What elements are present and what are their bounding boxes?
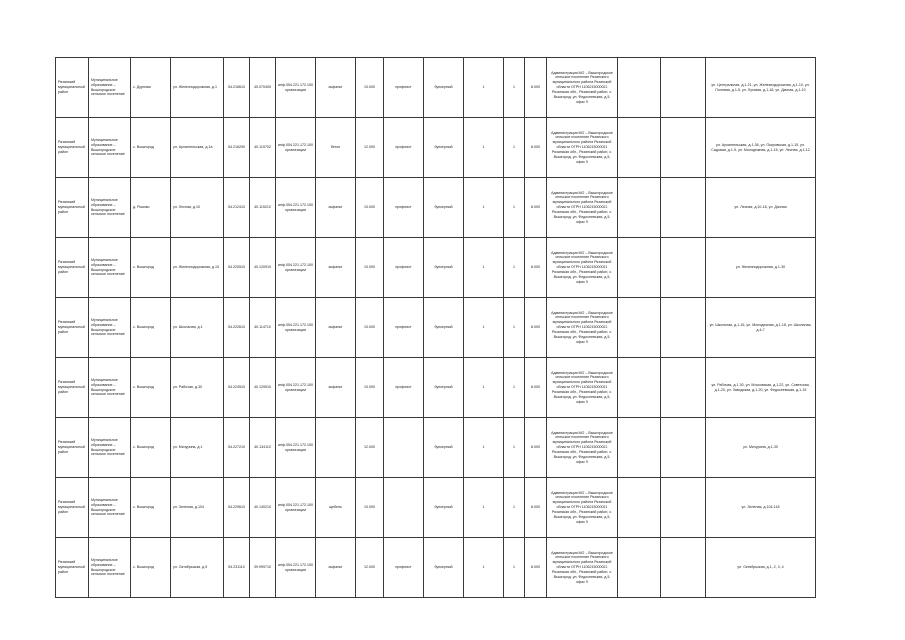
- cell-registry: инф.054.221.172.100 организации: [276, 538, 316, 598]
- table-row: [56, 118, 816, 178]
- cell-owner: Администрация МО – Вышгородское сельское поселение Рязанского муниципального района Рязанской области ОГРН 1106215000021 Рязанская обл., Рязанский район, с. Вышгород, ул. Федосеевская, д.5, офис 9: [547, 178, 618, 238]
- cell-area: 10.000: [356, 58, 384, 118]
- cell-lon: 40.119702: [250, 118, 276, 178]
- cell-served: ул. Центральная, д.1-21, ул. Железнодорожная, д.1-10, ул. Полевая, д.1-5, ул. Луговая, д.1-18, ул. Дачная, д.1-10: [706, 58, 816, 118]
- cell-lon: 39.999710: [250, 538, 276, 598]
- cell-lat: 54.216290: [224, 118, 250, 178]
- cell-blank2: [661, 238, 706, 298]
- cell-owner: Администрация МО – Вышгородское сельское поселение Рязанского муниципального района Рязанской области ОГРН 1106215000021 Рязанская обл., Рязанский район, с. Вышгород, ул. Федосеевская, д.5, офис 9: [547, 118, 618, 178]
- cell-municipality: Муниципальное образование – Вышгородское сельское поселение: [89, 178, 131, 238]
- cell-count2: 1: [504, 58, 525, 118]
- cell-lat: 54.229610: [224, 478, 250, 538]
- cell-containers: бункерный: [424, 358, 464, 418]
- cell-owner: Администрация МО – Вышгородское сельское поселение Рязанского муниципального района Рязанской области ОГРН 1106215000021 Рязанская обл., Рязанский район, с. Вышгород, ул. Федосеевская, д.5, офис 9: [547, 58, 618, 118]
- cell-count1: 1: [464, 178, 504, 238]
- cell-blank1: [618, 178, 661, 238]
- cell-fence: профлист: [384, 238, 424, 298]
- cell-volume: 8.000: [525, 478, 547, 538]
- cell-containers: бункерный: [424, 118, 464, 178]
- table-row: [56, 58, 816, 118]
- cell-count2: 1: [504, 178, 525, 238]
- cell-blank2: [661, 118, 706, 178]
- table-row: [56, 358, 816, 418]
- cell-count1: 1: [464, 58, 504, 118]
- cell-settlement: с. Вышгород: [131, 118, 171, 178]
- cell-fence: профлист: [384, 58, 424, 118]
- cell-count2: 1: [504, 538, 525, 598]
- cell-volume: 8.000: [525, 298, 547, 358]
- cell-served: ул. Октябрьская, д.1, 2, 3, 4: [706, 538, 816, 598]
- cell-count2: 1: [504, 418, 525, 478]
- cell-settlement: с. Вышгород: [131, 538, 171, 598]
- cell-district: Рязанский муниципальный район: [56, 418, 89, 478]
- cell-district: Рязанский муниципальный район: [56, 298, 89, 358]
- cell-count2: 1: [504, 238, 525, 298]
- cell-area: 10.000: [356, 238, 384, 298]
- cell-fence: [384, 418, 424, 478]
- cell-district: Рязанский муниципальный район: [56, 538, 89, 598]
- cell-settlement: с. Вышгород: [131, 298, 171, 358]
- cell-lat: 54.222610: [224, 298, 250, 358]
- cell-district: Рязанский муниципальный район: [56, 358, 89, 418]
- cell-street: ул. Школьная, д.1: [171, 298, 224, 358]
- cell-surface: асфальт: [316, 538, 356, 598]
- cell-fence: профлист: [384, 358, 424, 418]
- cell-containers: бункерный: [424, 178, 464, 238]
- cell-street: ул. Рабочая, д.30: [171, 358, 224, 418]
- cell-count2: 1: [504, 298, 525, 358]
- cell-registry: инф.054.221.172.100 организации: [276, 478, 316, 538]
- cell-area: 12.000: [356, 418, 384, 478]
- cell-district: Рязанский муниципальный район: [56, 478, 89, 538]
- cell-volume: 8.000: [525, 538, 547, 598]
- cell-volume: 8.000: [525, 178, 547, 238]
- cell-blank2: [661, 178, 706, 238]
- cell-area: 12.000: [356, 538, 384, 598]
- cell-street: ул. Лесная, д.10: [171, 178, 224, 238]
- cell-served: ул. Архангельская, д.1-36, ул. Покровская, д.1-15, ул. Садовая, д.1-9, ул. Молодежная, д.1-16, ул. Лесная, д.1-12: [706, 118, 816, 178]
- cell-municipality: Муниципальное образование – Вышгородское сельское поселение: [89, 118, 131, 178]
- cell-surface: бетон: [316, 118, 356, 178]
- cell-count2: 1: [504, 478, 525, 538]
- cell-surface: асфальт: [316, 298, 356, 358]
- cell-registry: инф.054.221.172.100 организации: [276, 238, 316, 298]
- cell-area: 10.000: [356, 298, 384, 358]
- cell-district: Рязанский муниципальный район: [56, 178, 89, 238]
- table-row: [56, 178, 816, 238]
- cell-containers: бункерный: [424, 538, 464, 598]
- cell-settlement: д. Рыково: [131, 178, 171, 238]
- cell-blank1: [618, 418, 661, 478]
- cell-surface: [316, 418, 356, 478]
- cell-area: 10.000: [356, 178, 384, 238]
- cell-surface: асфальт: [316, 238, 356, 298]
- cell-count2: 1: [504, 118, 525, 178]
- cell-lat: 54.231110: [224, 538, 250, 598]
- table-row: [56, 238, 816, 298]
- register-table: [55, 57, 816, 598]
- cell-owner: Администрация МО – Вышгородское сельское поселение Рязанского муниципального района Рязанской области ОГРН 1106215000021 Рязанская обл., Рязанский район, с. Вышгород, ул. Федосеевская, д.5, офис 9: [547, 298, 618, 358]
- cell-lon: 40.134110: [250, 418, 276, 478]
- cell-registry: инф.054.221.172.100 организации: [276, 58, 316, 118]
- cell-containers: бункерный: [424, 238, 464, 298]
- cell-count1: 1: [464, 358, 504, 418]
- cell-surface: асфальт: [316, 178, 356, 238]
- table-row: [56, 538, 816, 598]
- cell-blank1: [618, 58, 661, 118]
- cell-lon: 40.129510: [250, 358, 276, 418]
- cell-count1: 1: [464, 298, 504, 358]
- cell-lat: 54.216610: [224, 58, 250, 118]
- cell-lat: 54.212410: [224, 178, 250, 238]
- cell-owner: Администрация МО – Вышгородское сельское поселение Рязанского муниципального района Рязанской области ОГРН 1106215000021 Рязанская обл., Рязанский район, с. Вышгород, ул. Федосеевская, д.5, офис 9: [547, 358, 618, 418]
- cell-fence: профлист: [384, 538, 424, 598]
- cell-municipality: Муниципальное образование – Вышгородское сельское поселение: [89, 538, 131, 598]
- cell-street: ул. Архангельская, д.1а: [171, 118, 224, 178]
- cell-surface: асфальт: [316, 58, 356, 118]
- cell-count1: 1: [464, 478, 504, 538]
- cell-volume: 8.000: [525, 238, 547, 298]
- cell-containers: бункерный: [424, 418, 464, 478]
- cell-lon: 40.115210: [250, 178, 276, 238]
- cell-street: ул. Мичурина, д.1: [171, 418, 224, 478]
- cell-registry: инф.054.221.172.100 организации: [276, 418, 316, 478]
- cell-owner: Администрация МО – Вышгородское сельское поселение Рязанского муниципального района Рязанской области ОГРН 1106215000021 Рязанская обл., Рязанский район, с. Вышгород, ул. Федосеевская, д.5, офис 9: [547, 538, 618, 598]
- cell-lat: 54.220510: [224, 238, 250, 298]
- cell-count1: 1: [464, 238, 504, 298]
- cell-surface: щебень: [316, 478, 356, 538]
- cell-blank1: [618, 118, 661, 178]
- cell-area: 10.000: [356, 358, 384, 418]
- cell-owner: Администрация МО – Вышгородское сельское поселение Рязанского муниципального района Рязанской области ОГРН 1106215000021 Рязанская обл., Рязанский район, с. Вышгород, ул. Федосеевская, д.5, офис 9: [547, 238, 618, 298]
- cell-district: Рязанский муниципальный район: [56, 238, 89, 298]
- cell-containers: бункерный: [424, 298, 464, 358]
- cell-blank2: [661, 538, 706, 598]
- cell-count1: 1: [464, 118, 504, 178]
- cell-blank1: [618, 358, 661, 418]
- cell-fence: [384, 478, 424, 538]
- cell-district: Рязанский муниципальный район: [56, 118, 89, 178]
- cell-lon: 40.140210: [250, 478, 276, 538]
- cell-blank2: [661, 298, 706, 358]
- cell-owner: Администрация МО – Вышгородское сельское поселение Рязанского муниципального района Рязанской области ОГРН 1106215000021 Рязанская обл., Рязанский район, с. Вышгород, ул. Федосеевская, д.5, офис 9: [547, 478, 618, 538]
- cell-count2: 1: [504, 358, 525, 418]
- cell-lon: 40.070405: [250, 58, 276, 118]
- cell-containers: бункерный: [424, 58, 464, 118]
- cell-street: ул. Зеленая, д.104: [171, 478, 224, 538]
- cell-blank1: [618, 238, 661, 298]
- cell-municipality: Муниципальное образование – Вышгородское сельское поселение: [89, 298, 131, 358]
- cell-blank1: [618, 298, 661, 358]
- cell-street: ул. Железнодорожная, д.15: [171, 238, 224, 298]
- cell-registry: инф.054.221.172.100 организации: [276, 358, 316, 418]
- cell-registry: инф.054.221.172.100 организации: [276, 118, 316, 178]
- cell-municipality: Муниципальное образование – Вышгородское сельское поселение: [89, 58, 131, 118]
- cell-volume: 8.000: [525, 58, 547, 118]
- cell-volume: 8.000: [525, 358, 547, 418]
- cell-volume: 8.000: [525, 418, 547, 478]
- cell-owner: Администрация МО – Вышгородское сельское поселение Рязанского муниципального района Рязанской области ОГРН 1106215000021 Рязанская обл., Рязанский район, с. Вышгород, ул. Федосеевская, д.5, офис 9: [547, 418, 618, 478]
- cell-lat: 54.224510: [224, 358, 250, 418]
- cell-containers: бункерный: [424, 478, 464, 538]
- table-row: [56, 298, 816, 358]
- cell-settlement: с. Вышгород: [131, 238, 171, 298]
- cell-settlement: с. Вышгород: [131, 418, 171, 478]
- cell-registry: инф.054.221.172.100 организации: [276, 178, 316, 238]
- cell-municipality: Муниципальное образование – Вышгородское сельское поселение: [89, 238, 131, 298]
- cell-served: ул. Рабочая, д.1-30, ул. Московская, д.1-22, ул. Советская, д.1-20, ул. Заводская, д.1-20, ул. Федосеевская, д.1-15: [706, 358, 816, 418]
- cell-served: ул. Лесная, д.10-18, ул. Дачная: [706, 178, 816, 238]
- cell-surface: асфальт: [316, 358, 356, 418]
- cell-municipality: Муниципальное образование – Вышгородское сельское поселение: [89, 358, 131, 418]
- cell-area: 12.000: [356, 118, 384, 178]
- cell-lon: 40.114710: [250, 298, 276, 358]
- cell-lon: 40.120910: [250, 238, 276, 298]
- cell-settlement: с. Дурново: [131, 58, 171, 118]
- cell-lat: 54.227210: [224, 418, 250, 478]
- table-row: [56, 478, 816, 538]
- cell-blank1: [618, 538, 661, 598]
- cell-blank2: [661, 358, 706, 418]
- cell-settlement: с. Вышгород: [131, 358, 171, 418]
- cell-fence: профлист: [384, 298, 424, 358]
- cell-registry: инф.054.221.172.100 организации: [276, 298, 316, 358]
- cell-district: Рязанский муниципальный район: [56, 58, 89, 118]
- cell-fence: профлист: [384, 118, 424, 178]
- cell-municipality: Муниципальное образование – Вышгородское сельское поселение: [89, 478, 131, 538]
- cell-blank1: [618, 478, 661, 538]
- cell-blank2: [661, 58, 706, 118]
- cell-served: ул. Мичурина, д.1-30: [706, 418, 816, 478]
- cell-served: ул. Железнодорожная, д.1-30: [706, 238, 816, 298]
- cell-blank2: [661, 478, 706, 538]
- cell-area: 10.000: [356, 478, 384, 538]
- table-row: [56, 418, 816, 478]
- cell-fence: профлист: [384, 178, 424, 238]
- cell-street: ул. Октябрьская, д.5: [171, 538, 224, 598]
- cell-count1: 1: [464, 538, 504, 598]
- cell-count1: 1: [464, 418, 504, 478]
- cell-municipality: Муниципальное образование – Вышгородское сельское поселение: [89, 418, 131, 478]
- cell-street: ул. Железнодорожная, д.1: [171, 58, 224, 118]
- cell-settlement: с. Вышгород: [131, 478, 171, 538]
- cell-served: ул. Зеленая, д.104-118: [706, 478, 816, 538]
- cell-volume: 8.000: [525, 118, 547, 178]
- cell-blank2: [661, 418, 706, 478]
- cell-served: ул. Школьная, д.1-15, ул. Молодежная, д.1-18, ул. Школьная, д.4-7: [706, 298, 816, 358]
